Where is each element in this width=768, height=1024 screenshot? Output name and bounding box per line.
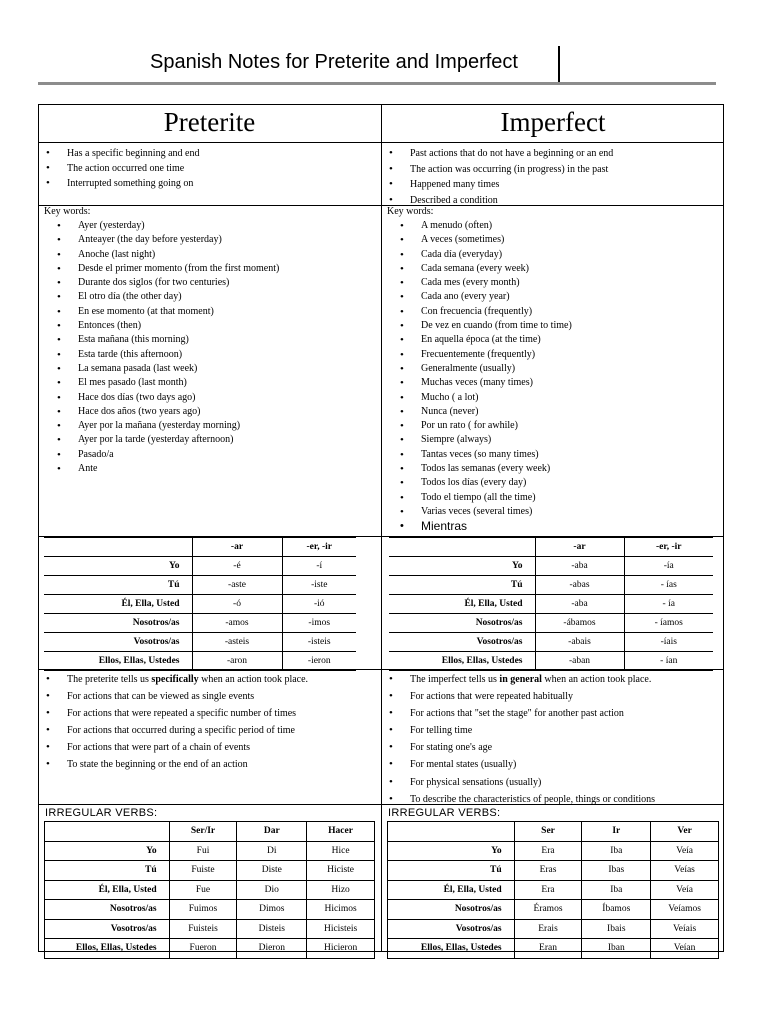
imperfect-uses-list [386, 146, 613, 208]
row-divider [38, 142, 724, 143]
preterite-irregular-row [45, 919, 375, 939]
imperfect-irregular-pronoun-cell: Tú [388, 861, 515, 881]
preterite-endings-row [44, 614, 356, 633]
imperfect-explanation-item: • For telling time [386, 722, 655, 739]
preterite-keyword-item: • Entonces (then) [44, 319, 279, 333]
imperfect-endings-pronoun-cell: Yo [389, 557, 535, 576]
preterite-endings-table [44, 537, 356, 671]
preterite-endings-row [44, 633, 356, 652]
preterite-irregular-form-cell: Dio [237, 880, 307, 900]
preterite-endings-pronoun-cell: Vosotros/as [44, 633, 192, 652]
imperfect-irregular-form-cell: Veía [651, 880, 719, 900]
imperfect-endings-form-cell: -aban [535, 652, 624, 671]
imperfect-endings-form-cell: -abais [535, 633, 624, 652]
imperfect-endings-pronoun-cell: Nosotros/as [389, 614, 535, 633]
imperfect-keyword-item: • Todo el tiempo (all the time) [387, 491, 572, 505]
imperfect-keyword-item: • Nunca (never) [387, 405, 572, 419]
imperfect-irregular-form-cell: Iba [582, 841, 651, 861]
preterite-irregular-header-cell [45, 822, 170, 842]
preterite-irregular-pronoun-cell: Nosotros/as [45, 900, 170, 920]
imperfect-explanation-strong-text: in general [499, 674, 542, 685]
imperfect-irregular-form-cell: Era [514, 880, 582, 900]
imperfect-keyword-item: • Generalmente (usually) [387, 362, 572, 376]
preterite-keyword-item: • Anteayer (the day before yesterday) [44, 233, 279, 247]
imperfect-irregular-row [388, 900, 719, 920]
preterite-endings-form-cell: -ieron [282, 652, 356, 671]
imperfect-endings-form-cell: - ían [624, 652, 713, 671]
preterite-uses-list [43, 146, 199, 191]
imperfect-irregular-header-cell: Ser [514, 822, 582, 842]
preterite-keyword-item: • El mes pasado (last month) [44, 376, 279, 390]
imperfect-endings-table [389, 537, 713, 671]
imperfect-endings-form-cell: -íais [624, 633, 713, 652]
imperfect-endings-pronoun-cell: Tú [389, 576, 535, 595]
imperfect-keyword-item: • Cada mes (every month) [387, 276, 572, 290]
imperfect-keywords-label: Key words: [387, 206, 434, 217]
preterite-keyword-item: • La semana pasada (last week) [44, 362, 279, 376]
imperfect-explanations-list [386, 671, 655, 808]
preterite-explanation-item [43, 671, 308, 688]
imperfect-irregular-pronoun-cell: Ellos, Ellas, Ustedes [388, 939, 515, 959]
imperfect-keyword-item: • A veces (sometimes) [387, 233, 572, 247]
imperfect-use-item: • Happened many times [386, 177, 613, 193]
imperfect-endings-form-cell: -ábamos [535, 614, 624, 633]
preterite-irregular-row [45, 841, 375, 861]
imperfect-irregular-form-cell: Erais [514, 919, 582, 939]
imperfect-explanation-item: • For actions that were repeated habitually [386, 688, 655, 705]
title-rule [38, 82, 716, 85]
preterite-irregular-form-cell: Di [237, 841, 307, 861]
preterite-endings-form-cell: -aste [192, 576, 282, 595]
preterite-endings-pronoun-cell: Tú [44, 576, 192, 595]
imperfect-endings-row [389, 576, 713, 595]
preterite-irregular-form-cell: Disteis [237, 919, 307, 939]
imperfect-endings-form-cell: -aba [535, 557, 624, 576]
preterite-explanation-item: • For actions that can be viewed as single events [43, 688, 308, 705]
preterite-irregular-form-cell: Fui [169, 841, 237, 861]
preterite-irregular-row [45, 880, 375, 900]
preterite-irregular-form-cell: Hizo [307, 880, 375, 900]
imperfect-explanation-item: • For stating one's age [386, 739, 655, 756]
preterite-keywords-list [44, 219, 279, 476]
imperfect-keyword-item: • Cada día (everyday) [387, 248, 572, 262]
imperfect-endings-pronoun-cell: Él, Ella, Usted [389, 595, 535, 614]
preterite-explanation-item: • To state the beginning or the end of an action [43, 756, 308, 773]
preterite-keyword-item: • Ayer por la mañana (yesterday morning) [44, 419, 279, 433]
imperfect-irregular-form-cell: Ibais [582, 919, 651, 939]
imperfect-irregular-header-cell: Ir [582, 822, 651, 842]
preterite-keyword-item: • Hace dos años (two years ago) [44, 405, 279, 419]
preterite-irregular-header-cell: Dar [237, 822, 307, 842]
preterite-irregular-header-cell: Hacer [307, 822, 375, 842]
imperfect-keyword-item: • Por un rato ( for awhile) [387, 419, 572, 433]
imperfect-endings-pronoun-cell: Ellos, Ellas, Ustedes [389, 652, 535, 671]
imperfect-keyword-item: • Tantas veces (so many times) [387, 448, 572, 462]
preterite-keyword-item: • Ayer por la tarde (yesterday afternoon) [44, 433, 279, 447]
preterite-use-item: • Has a specific beginning and end [43, 146, 199, 161]
preterite-endings-form-cell: -isteis [282, 633, 356, 652]
preterite-endings-form-cell: -imos [282, 614, 356, 633]
preterite-endings-form-cell: -aron [192, 652, 282, 671]
preterite-irregular-row [45, 900, 375, 920]
imperfect-endings-header-row [389, 538, 713, 557]
document-title: Spanish Notes for Preterite and Imperfect [150, 51, 518, 73]
preterite-irregular-pronoun-cell: Yo [45, 841, 170, 861]
preterite-endings-form-cell: -amos [192, 614, 282, 633]
imperfect-endings-row [389, 652, 713, 671]
preterite-irregular-pronoun-cell: Ellos, Ellas, Ustedes [45, 939, 170, 959]
preterite-keyword-item: • Esta tarde (this afternoon) [44, 348, 279, 362]
imperfect-explanation-suffix-text: when an action took place. [541, 674, 652, 685]
preterite-irregular-form-cell: Hiciste [307, 861, 375, 881]
preterite-endings-form-cell: -iste [282, 576, 356, 595]
imperfect-keyword-item: • Cada ano (every year) [387, 290, 572, 304]
preterite-irregular-pronoun-cell: Vosotros/as [45, 919, 170, 939]
imperfect-endings-form-cell: -abas [535, 576, 624, 595]
preterite-irregular-form-cell: Fuiste [169, 861, 237, 881]
imperfect-endings-row [389, 614, 713, 633]
imperfect-keyword-item: • Con frecuencia (frequently) [387, 305, 572, 319]
imperfect-keyword-item: • En aquella época (at the time) [387, 333, 572, 347]
preterite-endings-pronoun-cell: Yo [44, 557, 192, 576]
preterite-irregular-form-cell: Hice [307, 841, 375, 861]
imperfect-use-item: • Described a condition [386, 193, 613, 209]
imperfect-irregular-row [388, 939, 719, 959]
preterite-irregular-pronoun-cell: Tú [45, 861, 170, 881]
preterite-endings-row [44, 557, 356, 576]
preterite-endings-header-cell [44, 538, 192, 557]
preterite-endings-header-cell: -er, -ir [282, 538, 356, 557]
preterite-endings-header-row [44, 538, 356, 557]
imperfect-irregular-form-cell: Veían [651, 939, 719, 959]
preterite-explanation-prefix-text: The preterite tells us [67, 674, 152, 685]
imperfect-irregular-form-cell: Eras [514, 861, 582, 881]
preterite-explanation-item: • For actions that were part of a chain of events [43, 739, 308, 756]
imperfect-irregular-form-cell: Éramos [514, 900, 582, 920]
imperfect-endings-header-cell [389, 538, 535, 557]
preterite-irregular-form-cell: Hicieron [307, 939, 375, 959]
imperfect-endings-header-cell: -ar [535, 538, 624, 557]
imperfect-irregular-pronoun-cell: Yo [388, 841, 515, 861]
preterite-endings-form-cell: -ó [192, 595, 282, 614]
imperfect-irregular-header-cell [388, 822, 515, 842]
imperfect-irregular-row [388, 861, 719, 881]
imperfect-explanation-item: • For physical sensations (usually) [386, 774, 655, 791]
imperfect-keyword-item: • A menudo (often) [387, 219, 572, 233]
imperfect-endings-form-cell: - íamos [624, 614, 713, 633]
preterite-keyword-item: • El otro día (the other day) [44, 290, 279, 304]
imperfect-keyword-item: • Mientras [387, 519, 572, 533]
imperfect-keywords-list [387, 219, 572, 534]
preterite-explanation-item: • For actions that were repeated a specific number of times [43, 705, 308, 722]
imperfect-keyword-item: • Todos las semanas (every week) [387, 462, 572, 476]
preterite-keyword-item: • Desde el primer momento (from the first moment) [44, 262, 279, 276]
imperfect-explanation-item: • To describe the characteristics of people, things or conditions [386, 791, 655, 808]
imperfect-irregular-form-cell: Eran [514, 939, 582, 959]
imperfect-irregular-label: IRREGULAR VERBS: [388, 807, 501, 819]
imperfect-explanation-item: • For mental states (usually) [386, 756, 655, 773]
preterite-keyword-item: • En ese momento (at that moment) [44, 305, 279, 319]
imperfect-irregular-pronoun-cell: Vosotros/as [388, 919, 515, 939]
row-divider [38, 205, 724, 206]
imperfect-irregular-table [387, 821, 719, 959]
imperfect-keyword-item: • Mucho ( a lot) [387, 391, 572, 405]
imperfect-irregular-form-cell: Ibas [582, 861, 651, 881]
imperfect-use-item: • Past actions that do not have a beginning or an end [386, 146, 613, 162]
preterite-keyword-item: • Pasado/a [44, 448, 279, 462]
imperfect-irregular-form-cell: Veías [651, 861, 719, 881]
preterite-keyword-item: • Ante [44, 462, 279, 476]
preterite-endings-form-cell: -ió [282, 595, 356, 614]
imperfect-irregular-row [388, 841, 719, 861]
preterite-endings-pronoun-cell: Nosotros/as [44, 614, 192, 633]
imperfect-irregular-form-cell: Iba [582, 880, 651, 900]
preterite-endings-row [44, 652, 356, 671]
imperfect-irregular-header-cell: Ver [651, 822, 719, 842]
imperfect-keyword-item: • De vez en cuando (from time to time) [387, 319, 572, 333]
preterite-irregular-row [45, 939, 375, 959]
preterite-keyword-item: • Hace dos días (two days ago) [44, 391, 279, 405]
preterite-irregular-form-cell: Fuimos [169, 900, 237, 920]
imperfect-endings-pronoun-cell: Vosotros/as [389, 633, 535, 652]
preterite-explanation-suffix-text: when an action took place. [198, 674, 309, 685]
preterite-irregular-form-cell: Dieron [237, 939, 307, 959]
imperfect-keyword-item: • Varias veces (several times) [387, 505, 572, 519]
preterite-irregular-form-cell: Fuisteis [169, 919, 237, 939]
preterite-endings-row [44, 576, 356, 595]
preterite-irregular-table [44, 821, 375, 959]
imperfect-irregular-row [388, 880, 719, 900]
preterite-endings-header-cell: -ar [192, 538, 282, 557]
imperfect-explanation-item: • For actions that "set the stage" for another past action [386, 705, 655, 722]
preterite-irregular-header-cell: Ser/Ir [169, 822, 237, 842]
preterite-irregular-header-row [45, 822, 375, 842]
imperfect-endings-form-cell: -aba [535, 595, 624, 614]
preterite-irregular-row [45, 861, 375, 881]
preterite-keywords-label: Key words: [44, 206, 91, 217]
imperfect-keyword-item: • Cada semana (every week) [387, 262, 572, 276]
imperfect-endings-row [389, 633, 713, 652]
preterite-irregular-form-cell: Fueron [169, 939, 237, 959]
preterite-endings-form-cell: -í [282, 557, 356, 576]
preterite-keyword-item: • Anoche (last night) [44, 248, 279, 262]
preterite-irregular-pronoun-cell: Él, Ella, Usted [45, 880, 170, 900]
preterite-explanation-strong-text: specifically [151, 674, 199, 685]
imperfect-irregular-pronoun-cell: Él, Ella, Usted [388, 880, 515, 900]
preterite-endings-row [44, 595, 356, 614]
imperfect-endings-form-cell: - ía [624, 595, 713, 614]
preterite-heading: Preterite [163, 107, 256, 137]
imperfect-endings-form-cell: - ías [624, 576, 713, 595]
preterite-explanation-item: • For actions that occurred during a specific period of time [43, 722, 308, 739]
imperfect-endings-row [389, 595, 713, 614]
title-divider-tick [558, 46, 560, 82]
imperfect-heading: Imperfect [500, 107, 606, 137]
imperfect-irregular-form-cell: Veíais [651, 919, 719, 939]
imperfect-keyword-item: • Muchas veces (many times) [387, 376, 572, 390]
column-divider [381, 104, 382, 952]
imperfect-irregular-form-cell: Veía [651, 841, 719, 861]
imperfect-irregular-form-cell: Era [514, 841, 582, 861]
imperfect-keyword-item: • Siempre (always) [387, 433, 572, 447]
imperfect-irregular-row [388, 919, 719, 939]
preterite-use-item: • Interrupted something going on [43, 176, 199, 191]
preterite-irregular-label: IRREGULAR VERBS: [45, 807, 158, 819]
preterite-irregular-form-cell: Diste [237, 861, 307, 881]
preterite-keyword-item: • Durante dos siglos (for two centuries) [44, 276, 279, 290]
imperfect-keyword-item: • Todos los días (every day) [387, 476, 572, 490]
imperfect-explanation-prefix-text: The imperfect tells us [410, 674, 500, 685]
imperfect-irregular-pronoun-cell: Nosotros/as [388, 900, 515, 920]
preterite-irregular-form-cell: Hicimos [307, 900, 375, 920]
imperfect-endings-form-cell: -ía [624, 557, 713, 576]
preterite-keyword-item: • Esta mañana (this morning) [44, 333, 279, 347]
preterite-irregular-form-cell: Hicisteis [307, 919, 375, 939]
imperfect-explanation-item [386, 671, 655, 688]
imperfect-keyword-item: • Frecuentemente (frequently) [387, 348, 572, 362]
preterite-endings-form-cell: -é [192, 557, 282, 576]
imperfect-endings-header-cell: -er, -ir [624, 538, 713, 557]
preterite-endings-pronoun-cell: Ellos, Ellas, Ustedes [44, 652, 192, 671]
imperfect-irregular-form-cell: Veíamos [651, 900, 719, 920]
preterite-explanations-list [43, 671, 308, 773]
imperfect-irregular-form-cell: Íbamos [582, 900, 651, 920]
preterite-keyword-item: • Ayer (yesterday) [44, 219, 279, 233]
imperfect-endings-row [389, 557, 713, 576]
imperfect-use-item: • The action was occurring (in progress) in the past [386, 162, 613, 178]
imperfect-irregular-header-row [388, 822, 719, 842]
preterite-endings-form-cell: -asteis [192, 633, 282, 652]
imperfect-irregular-form-cell: Iban [582, 939, 651, 959]
preterite-endings-pronoun-cell: Él, Ella, Usted [44, 595, 192, 614]
preterite-irregular-form-cell: Dimos [237, 900, 307, 920]
preterite-irregular-form-cell: Fue [169, 880, 237, 900]
preterite-use-item: • The action occurred one time [43, 161, 199, 176]
